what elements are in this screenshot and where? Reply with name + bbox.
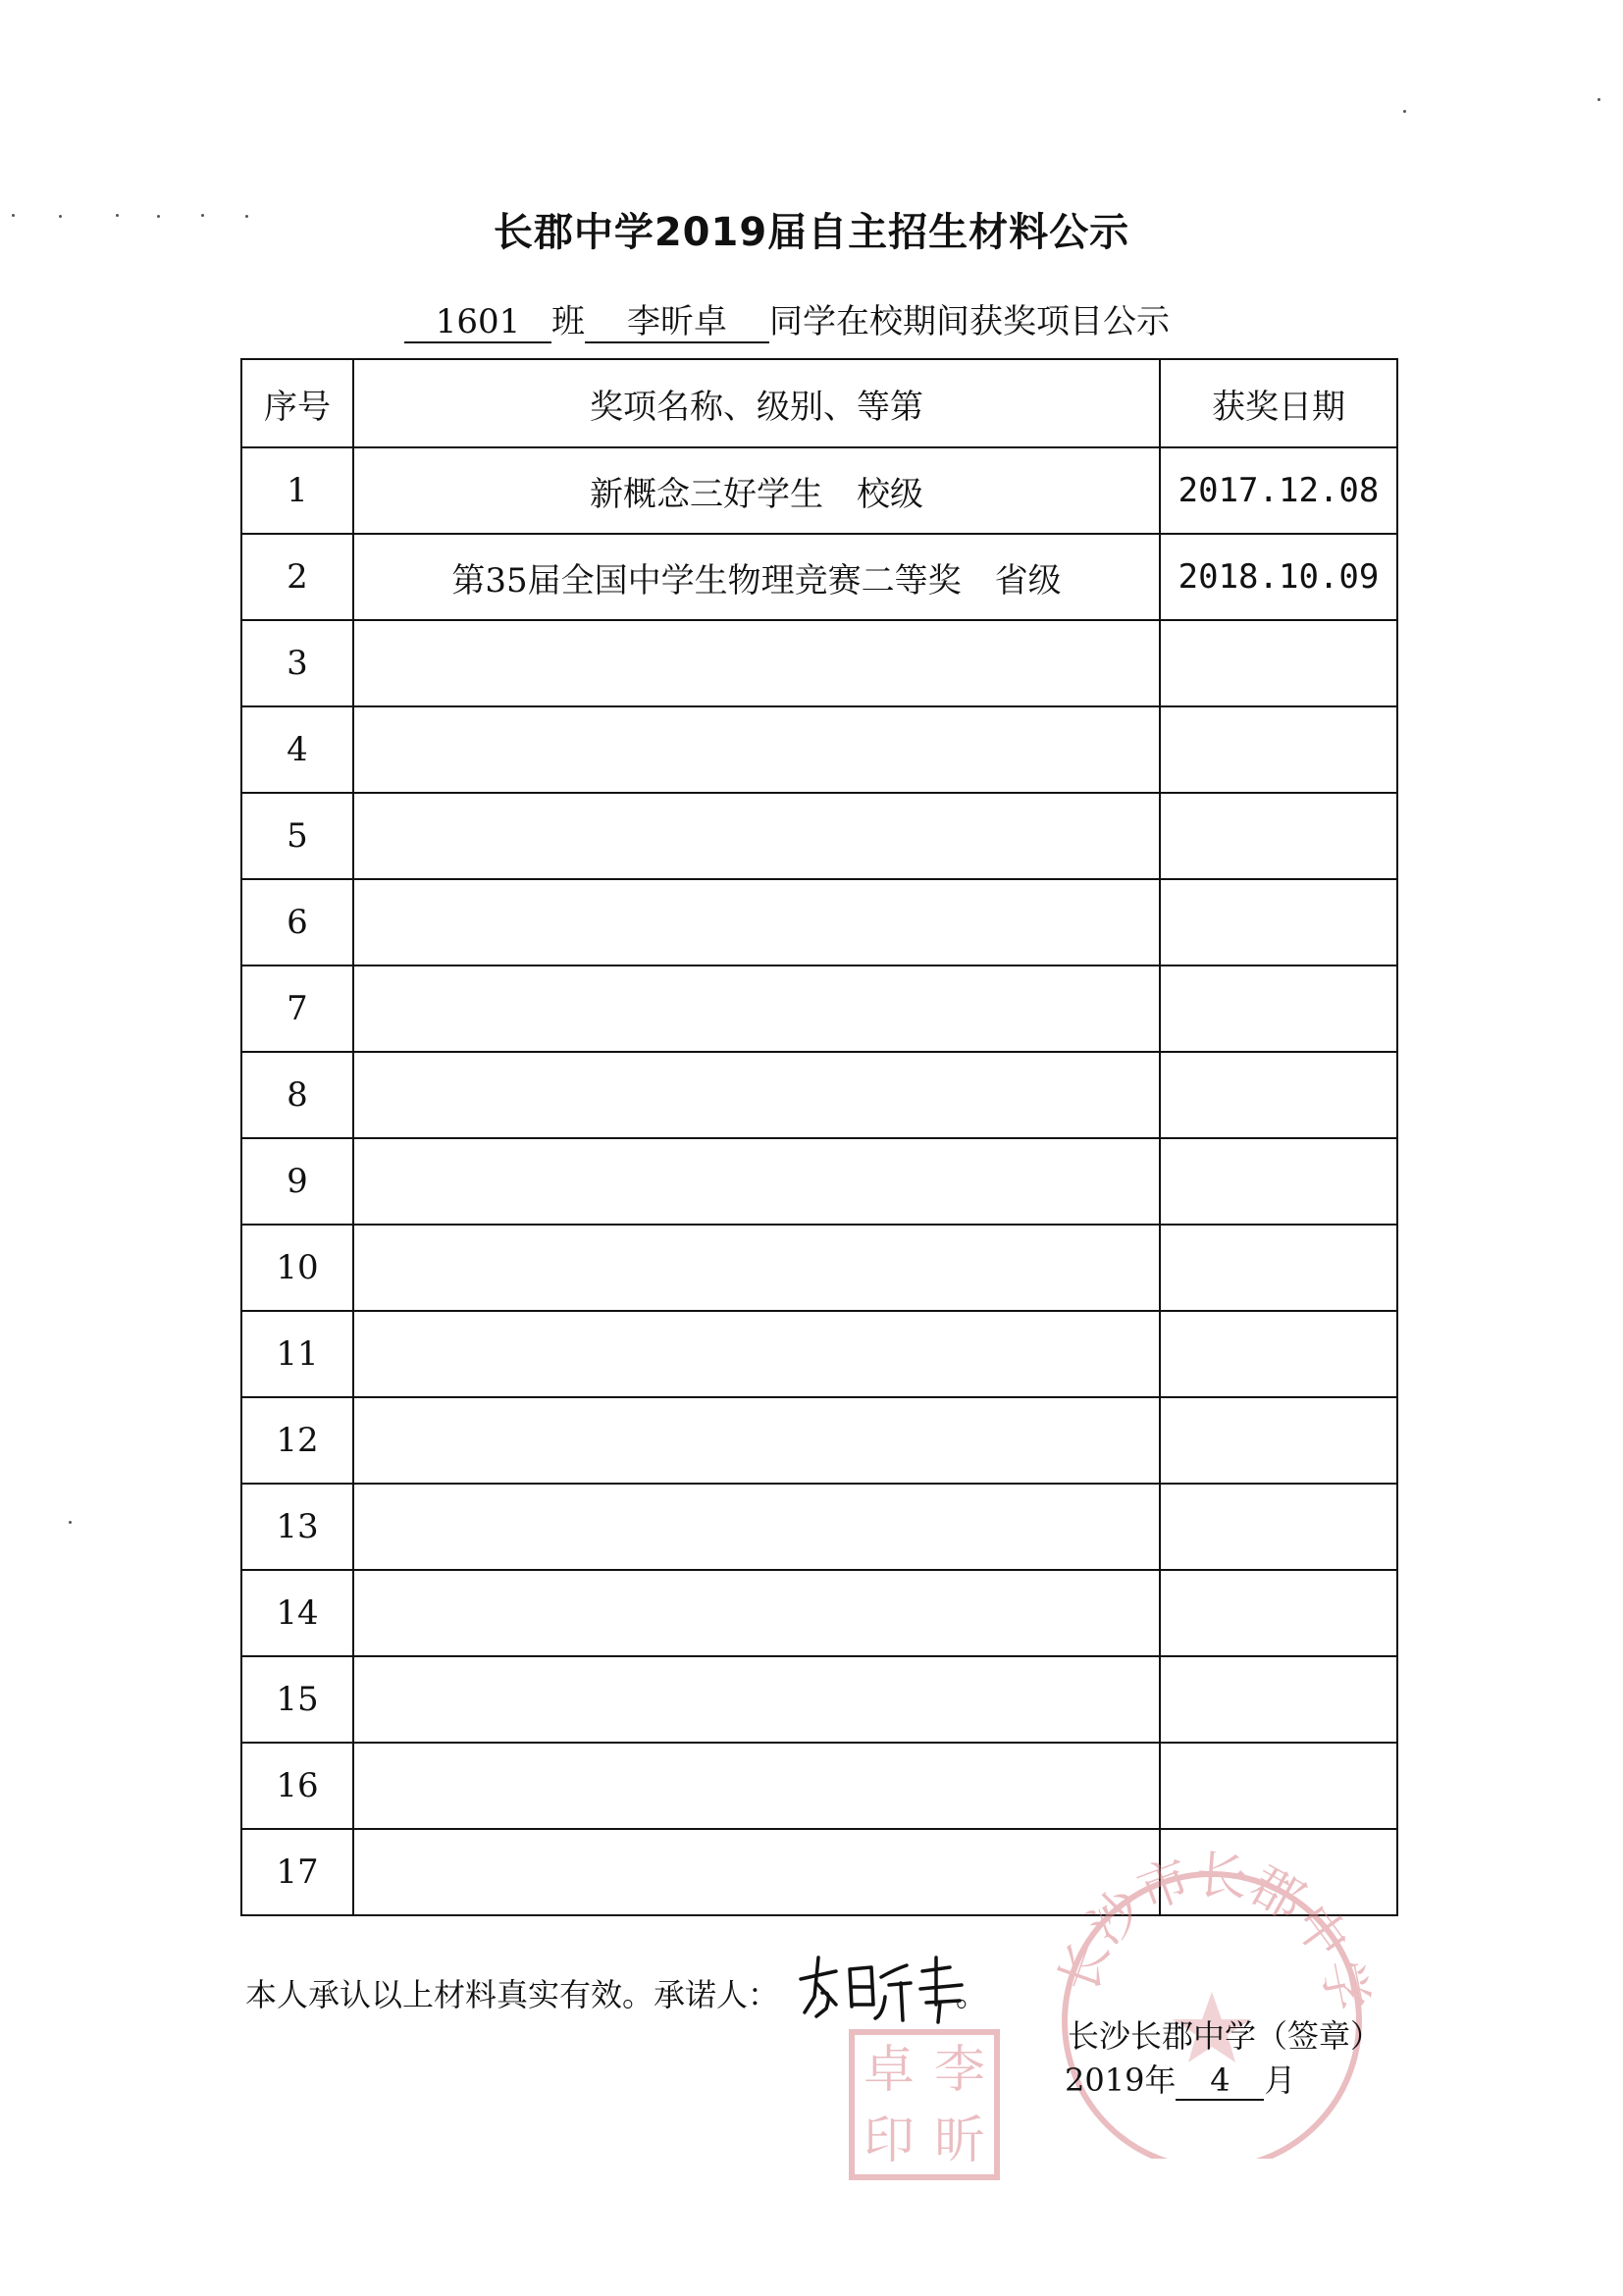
scan-speck xyxy=(1403,110,1406,113)
award-date xyxy=(1160,1225,1397,1311)
award-name xyxy=(353,1656,1160,1743)
table-row xyxy=(241,534,1397,620)
award-date xyxy=(1160,1743,1397,1829)
row-number: 5 xyxy=(241,793,353,879)
award-name xyxy=(353,879,1160,965)
header-date: 获奖日期 xyxy=(1160,359,1397,447)
subtitle-rest: 同学在校期间获奖项目公示 xyxy=(769,302,1170,341)
row-number: 7 xyxy=(241,965,353,1052)
award-name xyxy=(353,1484,1160,1570)
pledge-text: 本人承认以上材料真实有效。承诺人： xyxy=(245,1976,780,2013)
row-number: 11 xyxy=(241,1311,353,1397)
award-name xyxy=(353,1138,1160,1225)
table-row xyxy=(241,1570,1397,1656)
school-round-seal xyxy=(1045,1845,1379,2159)
row-number: 9 xyxy=(241,1138,353,1225)
award-date xyxy=(1160,1570,1397,1656)
table-row xyxy=(241,1484,1397,1570)
sign-month: 4 xyxy=(1176,2062,1264,2101)
table-row xyxy=(241,620,1397,706)
table-row xyxy=(241,447,1397,534)
award-date xyxy=(1160,793,1397,879)
class-suffix: 班 xyxy=(551,302,585,341)
award-name xyxy=(353,1052,1160,1138)
award-name xyxy=(353,965,1160,1052)
table-row xyxy=(241,879,1397,965)
table-row xyxy=(241,1397,1397,1484)
table-row xyxy=(241,1052,1397,1138)
document-title: 长郡中学2019届自主招生材料公示 xyxy=(493,210,1130,255)
row-number: 12 xyxy=(241,1397,353,1484)
award-name xyxy=(353,1570,1160,1656)
table-row xyxy=(241,793,1397,879)
seal-char: 李 xyxy=(933,2041,986,2100)
row-number: 10 xyxy=(241,1225,353,1311)
award-date xyxy=(1160,706,1397,793)
sign-year: 2019 xyxy=(1065,2061,1145,2099)
award-date xyxy=(1160,1311,1397,1397)
award-name: 第35届全国中学生物理竞赛二等奖 省级 xyxy=(353,534,1160,620)
personal-square-seal xyxy=(846,2026,1003,2183)
award-date xyxy=(1160,1484,1397,1570)
table-row xyxy=(241,1138,1397,1225)
award-date: 2017.12.08 xyxy=(1160,447,1397,534)
award-date xyxy=(1160,879,1397,965)
sign-date xyxy=(1065,2056,1295,2101)
row-number: 4 xyxy=(241,706,353,793)
award-date xyxy=(1160,1656,1397,1743)
scan-speck xyxy=(1597,98,1600,101)
class-number: 1601 xyxy=(404,303,551,343)
school-signature-label: 长沙长郡中学（签章） xyxy=(1068,2017,1383,2055)
award-date xyxy=(1160,1052,1397,1138)
scan-speck xyxy=(69,1521,72,1524)
table-row xyxy=(241,1225,1397,1311)
table-row xyxy=(241,1656,1397,1743)
round-seal-text: 长沙市长郡中学 xyxy=(1048,1846,1378,2016)
year-suffix: 年 xyxy=(1144,2061,1177,2099)
header-no: 序号 xyxy=(241,359,353,447)
row-number: 8 xyxy=(241,1052,353,1138)
award-name xyxy=(353,793,1160,879)
row-number: 2 xyxy=(241,534,353,620)
award-date xyxy=(1160,620,1397,706)
seal-char: 印 xyxy=(863,2112,916,2170)
row-number: 1 xyxy=(241,447,353,534)
row-number: 17 xyxy=(241,1829,353,1915)
row-number: 16 xyxy=(241,1743,353,1829)
row-number: 6 xyxy=(241,879,353,965)
student-name: 李昕卓 xyxy=(585,303,769,343)
row-number: 3 xyxy=(241,620,353,706)
award-date xyxy=(1160,965,1397,1052)
header-award: 奖项名称、级别、等第 xyxy=(353,359,1160,447)
award-name xyxy=(353,1829,1160,1915)
table-row xyxy=(241,1311,1397,1397)
award-name xyxy=(353,706,1160,793)
award-date xyxy=(1160,1397,1397,1484)
award-name xyxy=(353,1225,1160,1311)
pledge-end: 。 xyxy=(956,1976,988,2013)
awards-table xyxy=(240,358,1398,1916)
handwritten-signature xyxy=(793,1948,979,2026)
award-name xyxy=(353,620,1160,706)
seal-char: 昕 xyxy=(933,2112,986,2170)
table-row xyxy=(241,1743,1397,1829)
award-date: 2018.10.09 xyxy=(1160,534,1397,620)
award-name: 新概念三好学生 校级 xyxy=(353,447,1160,534)
table-row xyxy=(241,965,1397,1052)
row-number: 13 xyxy=(241,1484,353,1570)
award-name xyxy=(353,1743,1160,1829)
row-number: 14 xyxy=(241,1570,353,1656)
award-name xyxy=(353,1311,1160,1397)
award-name xyxy=(353,1397,1160,1484)
table-row xyxy=(241,706,1397,793)
document-subtitle xyxy=(404,294,1170,343)
row-number: 15 xyxy=(241,1656,353,1743)
award-date xyxy=(1160,1138,1397,1225)
seal-char: 卓 xyxy=(863,2041,916,2100)
table-header-row xyxy=(241,359,1397,447)
month-suffix: 月 xyxy=(1264,2061,1296,2099)
